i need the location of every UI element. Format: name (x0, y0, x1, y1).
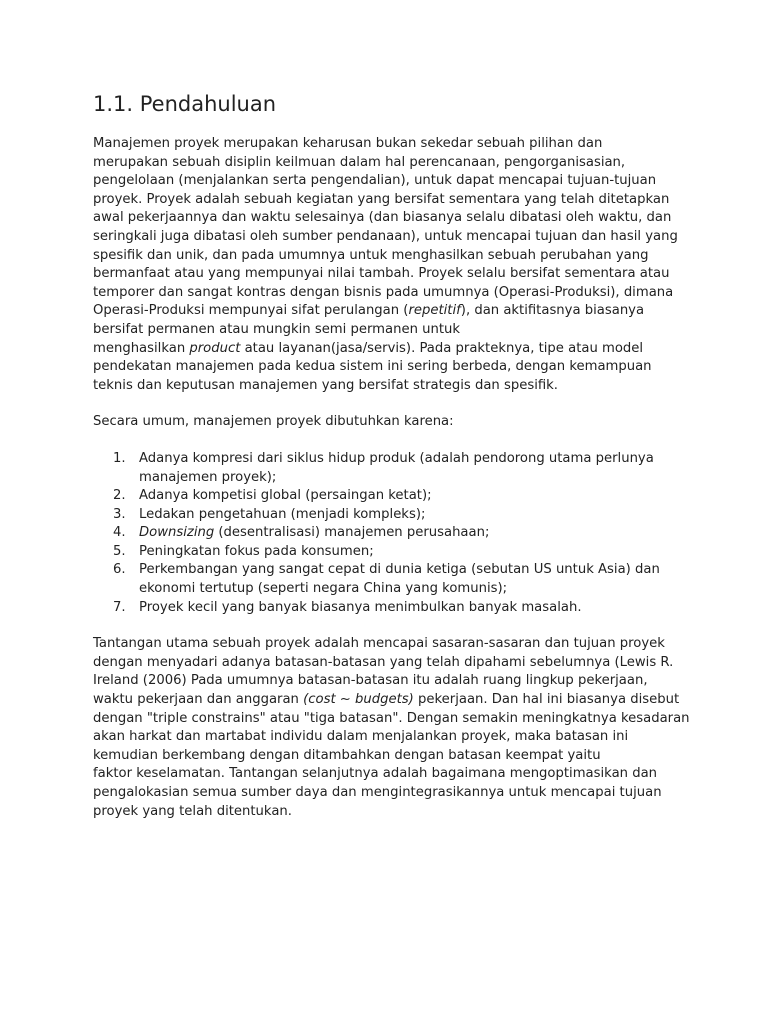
intro-paragraph (93, 135, 683, 395)
reasons-list (93, 450, 683, 617)
paragraph-line: temporer dan sangat kontras dengan bisnis pada umumnya (Operasi-Produksi), dimana (93, 284, 674, 300)
paragraph-line: spesifik dan unik, dan pada umumnya untuk menghasilkan sebuah perubahan yang (93, 247, 649, 263)
paragraph-line: faktor keselamatan. Tantangan selanjutnya adalah bagaimana mengoptimasikan dan (93, 766, 658, 782)
list-intro-paragraph (93, 413, 683, 432)
italic-term: Downsizing (139, 525, 215, 541)
paragraph-line: dengan menyadari adanya batasan-batasan yang telah dipahami sebelumnya (Lewis R. (93, 654, 674, 670)
paragraph-line: pengelolaan (menjalankan serta pengendalian), untuk dapat mencapai tujuan-tujuan (93, 173, 657, 189)
paragraph-line: seringkali juga dibatasi oleh sumber pendanaan), untuk mencapai tujuan dan hasil yang (93, 228, 678, 244)
paragraph-line: merupakan sebuah disiplin keilmuan dalam hal perencanaan, pengorganisasian, (93, 154, 626, 170)
paragraph-line: dengan "triple constrains" atau "tiga batasan". Dengan semakin meningkatnya kesadaran (93, 710, 690, 726)
list-item-text: Adanya kompresi dari siklus hidup produk (adalah pendorong utama perlunya (139, 450, 654, 466)
list-number: 2. (113, 488, 126, 504)
paragraph-line: teknis dan keputusan manajemen yang bersifat strategis dan spesifik. (93, 377, 558, 393)
list-item-text: Peningkatan fokus pada konsumen; (139, 543, 374, 559)
list-item-continuation: manajemen proyek); (139, 469, 277, 485)
list-number: 7. (113, 599, 126, 615)
list-item (93, 561, 683, 580)
list-item (93, 487, 683, 506)
paragraph-line: Ireland (2006) Pada umumnya batasan-batasan itu adalah ruang lingkup pekerjaan, (93, 673, 648, 689)
paragraph-line: bermanfaat atau yang mempunyai nilai tambah. Proyek selalu bersifat sementara atau (93, 266, 670, 282)
paragraph-line: Tantangan utama sebuah proyek adalah mencapai sasaran-sasaran dan tujuan proyek (93, 636, 665, 652)
paragraph-line: Manajemen proyek merupakan keharusan bukan sekedar sebuah pilihan dan (93, 136, 603, 151)
text-segment: pekerjaan. Dan hal ini biasanya disebut (413, 692, 680, 708)
text-segment: menghasilkan (93, 340, 190, 356)
section-heading: 1.1. Pendahuluan (93, 92, 277, 116)
list-item (93, 450, 683, 469)
list-item-text: Perkembangan yang sangat cepat di dunia ketiga (sebutan US untuk Asia) dan (139, 562, 660, 578)
list-number: 6. (113, 562, 126, 578)
paragraph-line (93, 691, 683, 710)
list-number: 5. (113, 543, 126, 559)
list-item-continuation: ekonomi tertutup (seperti negara China yang komunis); (139, 581, 508, 597)
list-number: 4. (113, 525, 126, 541)
text-segment: Operasi-Produksi mempunyai sifat perulangan ( (93, 303, 409, 319)
list-number: 1. (113, 450, 126, 466)
challenges-paragraph (93, 635, 690, 821)
paragraph-line: bersifat permanen atau mungkin semi permanen untuk (93, 321, 461, 337)
list-item-text: Adanya kompetisi global (persaingan ketat); (139, 488, 432, 504)
list-number: 3. (113, 506, 126, 522)
list-item (93, 524, 683, 543)
paragraph-line: proyek. Proyek adalah sebuah kegiatan yang bersifat sementara yang telah ditetapkan (93, 191, 670, 207)
paragraph-line (93, 340, 683, 359)
paragraph-line (93, 302, 683, 321)
italic-term: (cost ~ budgets) (303, 692, 414, 708)
list-item (93, 599, 683, 618)
list-item (93, 543, 683, 562)
paragraph-line: Secara umum, manajemen proyek dibutuhkan karena: (93, 414, 454, 430)
list-item-text: Ledakan pengetahuan (menjadi kompleks); (139, 506, 426, 522)
paragraph-line: proyek yang telah ditentukan. (93, 803, 292, 819)
text-segment: ), dan aktifitasnya biasanya (460, 303, 645, 319)
italic-term: product (189, 340, 241, 356)
text-segment: waktu pekerjaan dan anggaran (93, 692, 304, 708)
list-item-text: (desentralisasi) manajemen perusahaan; (214, 525, 490, 541)
paragraph-line: awal pekerjaannya dan waktu selesainya (dan biasanya selalu dibatasi oleh waktu, dan (93, 210, 672, 226)
paragraph-line: pengalokasian semua sumber daya dan mengintegrasikannya untuk mencapai tujuan (93, 785, 662, 800)
document-body (93, 135, 690, 821)
paragraph-line: akan harkat dan martabat individu dalam menjalankan proyek, maka batasan ini (93, 729, 629, 745)
paragraph-line: kemudian berkembang dengan ditambahkan dengan batasan keempat yaitu (93, 747, 601, 763)
paragraph-line: pendekatan manajemen pada kedua sistem ini sering berbeda, dengan kemampuan (93, 359, 652, 375)
list-item (93, 506, 683, 525)
text-segment: atau layanan(jasa/servis). Pada prakteknya, tipe atau model (240, 340, 644, 356)
italic-term: repetitif (408, 303, 461, 319)
list-item-text: Proyek kecil yang banyak biasanya menimbulkan banyak masalah. (139, 599, 582, 615)
